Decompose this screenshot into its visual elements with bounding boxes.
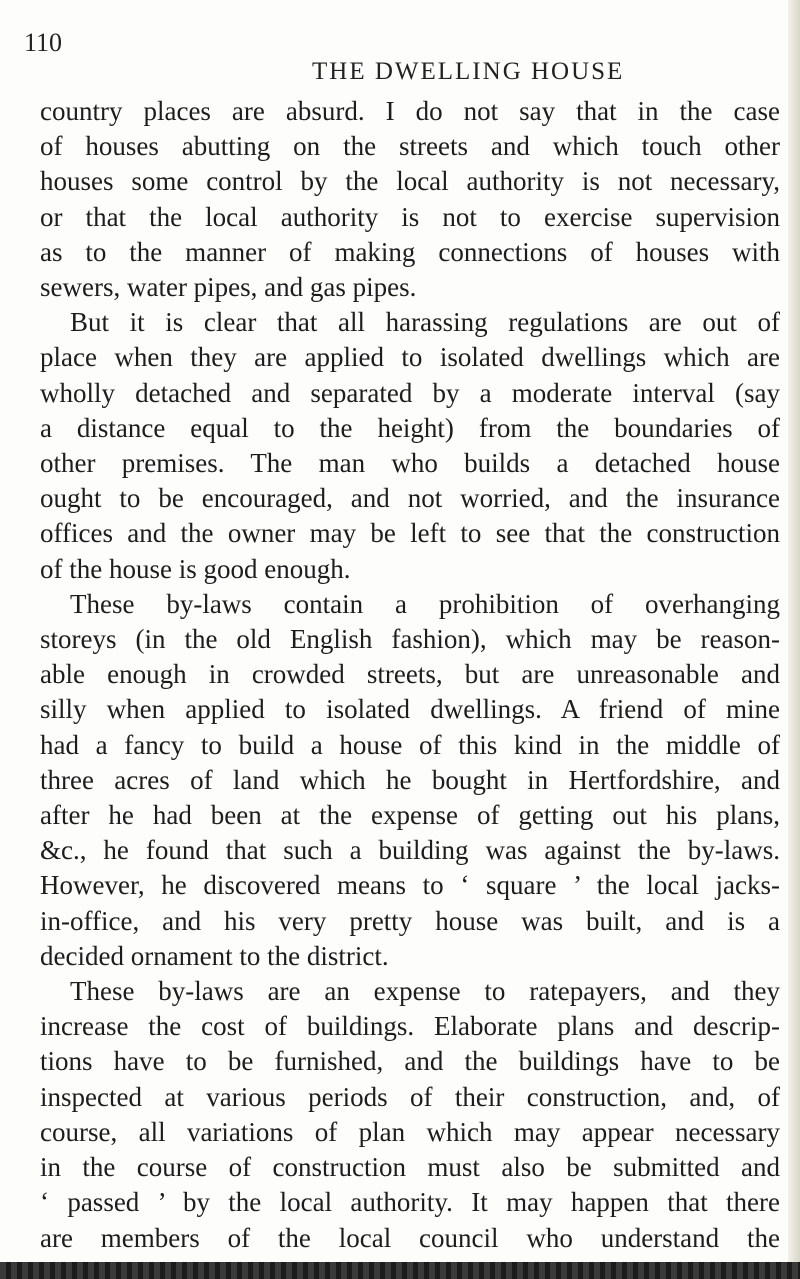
text-line: a distance equal to the height) from the boundaries of	[40, 412, 780, 443]
text-line: decided ornament to the district.	[40, 940, 389, 971]
text-line: other premises. The man who builds a detached house	[40, 448, 780, 479]
text-line: or that the local authority is not to exercise supervision	[40, 201, 780, 232]
page-bottom-edge	[0, 1262, 800, 1279]
text-line: These by-laws contain a prohibition of overhanging	[70, 588, 780, 619]
page-edge	[788, 0, 800, 1279]
text-line: inspected at various periods of their construction, and, of	[40, 1081, 780, 1112]
text-line: silly when applied to isolated dwellings. A friend of mine	[40, 694, 780, 725]
text-line: However, he discovered means to ‘ square ’ the local jacks-	[40, 870, 780, 901]
text-line: of houses abutting on the streets and which touch other	[40, 131, 780, 162]
text-line: three acres of land which he bought in Hertfordshire, and	[40, 764, 780, 795]
text-line: place when they are applied to isolated dwellings which are	[40, 342, 780, 373]
page-number: 110	[24, 28, 63, 57]
text-line: of the house is good enough.	[40, 553, 351, 584]
text-line: increase the cost of buildings. Elaborate plans and descrip-	[40, 1011, 780, 1042]
text-line: &c., he found that such a building was against the by-laws.	[40, 835, 780, 866]
running-head: THE DWELLING HOUSE	[312, 58, 625, 85]
text-line: able enough in crowded streets, but are unreasonable and	[40, 659, 780, 690]
text-line: in-office, and his very pretty house was built, and is a	[40, 905, 780, 936]
text-line: storeys (in the old English fashion), which may be reason-	[40, 624, 780, 655]
text-line: ‘ passed ’ by the local authority. It may happen that there	[40, 1187, 780, 1218]
text-line: houses some control by the local authority is not necessary,	[40, 166, 780, 197]
text-line: in the course of construction must also be submitted and	[40, 1152, 780, 1183]
text-line: tions have to be furnished, and the buildings have to be	[40, 1046, 780, 1077]
text-line: wholly detached and separated by a moderate interval (say	[40, 377, 780, 408]
text-line: course, all variations of plan which may appear necessary	[40, 1116, 780, 1147]
text-line: as to the manner of making connections of houses with	[40, 236, 780, 267]
text-line: are members of the local council who understand the	[40, 1222, 780, 1253]
text-line: offices and the owner may be left to see that the construction	[40, 518, 780, 549]
text-line: But it is clear that all harassing regulations are out of	[70, 307, 780, 338]
text-line: after he had been at the expense of getting out his plans,	[40, 800, 780, 831]
text-line: These by-laws are an expense to ratepayers, and they	[70, 976, 780, 1007]
body-text	[40, 94, 780, 1279]
text-line: country places are absurd. I do not say that in the case	[40, 96, 780, 126]
text-line: sewers, water pipes, and gas pipes.	[40, 272, 417, 303]
text-line: ought to be encouraged, and not worried, and the insurance	[40, 483, 780, 514]
text-line: had a fancy to build a house of this kind in the middle of	[40, 729, 780, 760]
